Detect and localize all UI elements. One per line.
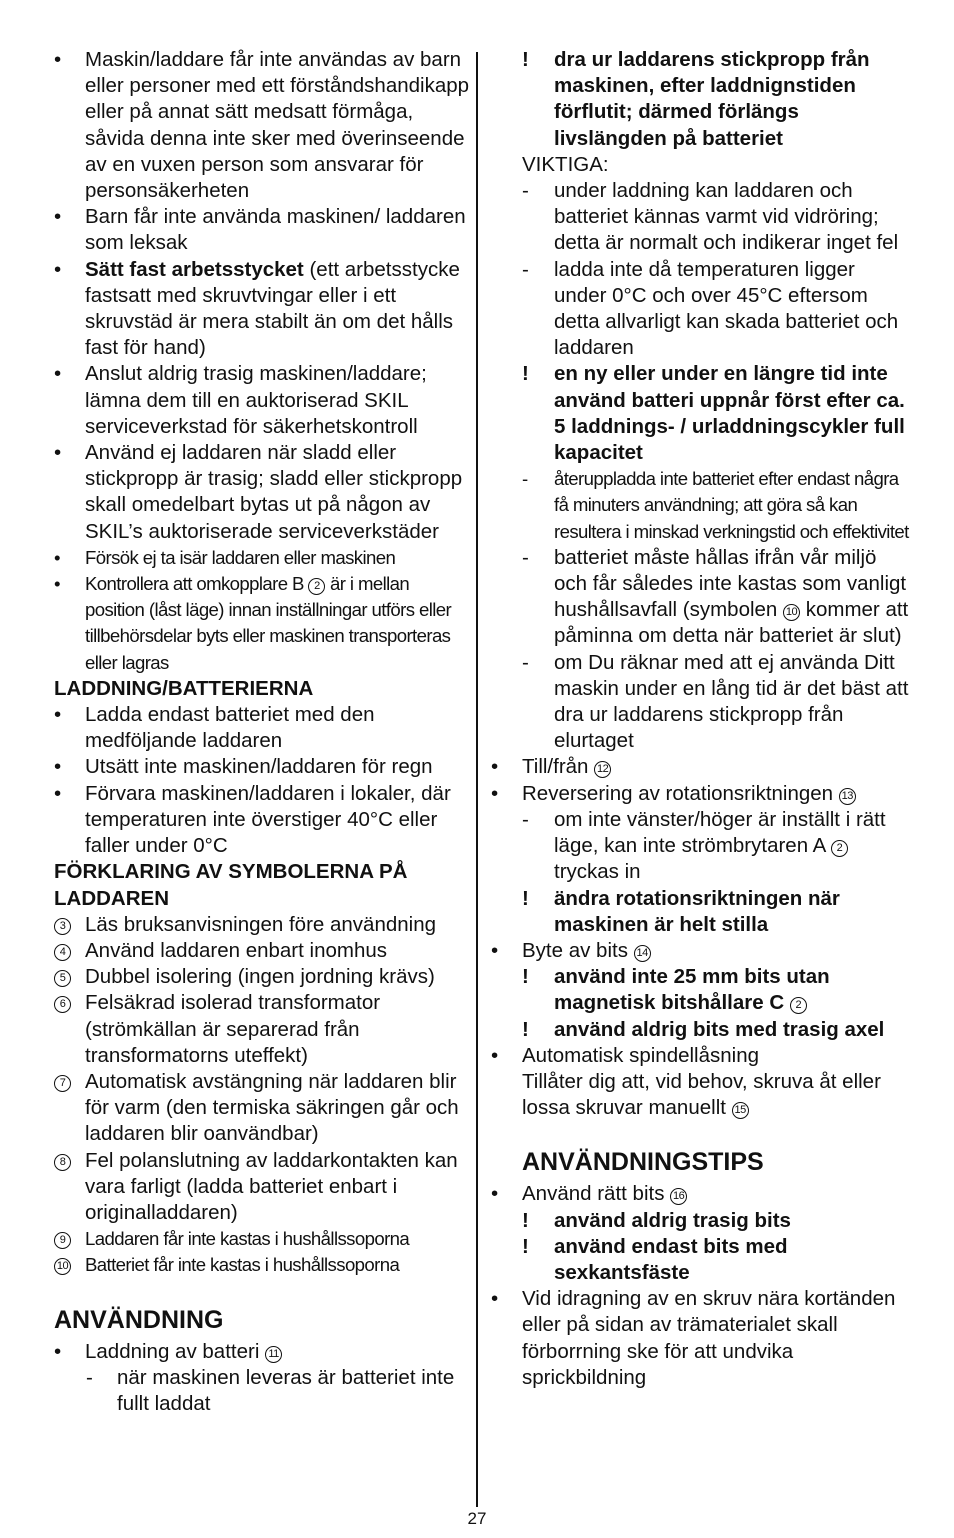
item-text-main: Läs bruksanvisningen före användning: [85, 912, 437, 936]
item-text-tail: kommer att påminna om detta när batteriet är slut): [554, 598, 909, 648]
circled-number: 10: [54, 1258, 71, 1275]
item-text: [85, 1070, 459, 1145]
item-text: [554, 808, 886, 883]
circled-reference: 14: [634, 945, 651, 962]
item-text-main: om Du räknar med att ej använda Ditt maskin under en lång tid är det bäst att dra ur laddarens stickpropp från elurtaget: [554, 650, 909, 753]
item-text: [85, 573, 451, 673]
bullet-marker: •: [54, 362, 62, 386]
bullet-item: [491, 938, 912, 964]
symbol-item: [54, 1069, 470, 1148]
item-text: [85, 939, 387, 962]
left-column: [54, 47, 470, 1417]
dash-marker: -: [522, 468, 528, 490]
item-text-main: ANVÄNDNINGSTIPS: [522, 1148, 764, 1177]
circled-reference: 2: [308, 578, 325, 595]
circled-reference: 2: [831, 840, 848, 857]
item-text-main: när maskinen leveras är batteriet inte fullt laddat: [117, 1365, 455, 1415]
bullet-item: [54, 204, 470, 256]
warning-marker: !: [522, 1234, 529, 1258]
bullet-marker: •: [54, 546, 60, 568]
dash-item: [522, 807, 912, 886]
item-text-main: FÖRKLARING AV SYMBOLERNA PÅ LADDAREN: [54, 860, 408, 910]
item-text-main: Använd rätt bits: [522, 1182, 671, 1206]
item-text: [85, 441, 462, 543]
item-text-main: batteriet måste hållas ifrån vår miljö och får således inte kastas som vanligt hushållsavfall (symbolen: [554, 545, 907, 622]
item-text: [85, 1228, 409, 1249]
column-divider: [476, 52, 478, 1507]
item-text: [85, 1149, 458, 1224]
circled-reference: 10: [783, 604, 800, 621]
item-text: [522, 1044, 759, 1067]
item-text-main: Byte av bits: [522, 938, 634, 962]
warning-marker: !: [522, 1017, 529, 1041]
item-text: [522, 1070, 881, 1119]
item-text-main: ladda inte då temperaturen ligger under 0°C och over 45°C eftersom detta allvarligt kan skada batteriet och laddaren: [554, 257, 899, 360]
circled-number: 6: [54, 996, 71, 1013]
warning-item: [522, 361, 912, 466]
item-text: [54, 860, 407, 909]
bullet-item: [491, 781, 912, 807]
item-text: [554, 48, 870, 150]
bullet-item: [54, 361, 470, 440]
item-text: [554, 179, 898, 254]
bullet-marker: •: [54, 441, 62, 465]
bullet-item: [54, 545, 470, 571]
item-text-main: Tillåter dig att, vid behov, skruva åt eller lossa skruvar manuellt: [522, 1069, 881, 1120]
item-text: [522, 1148, 764, 1176]
item-text: [554, 651, 908, 753]
bullet-item: [491, 754, 912, 780]
item-text-main: Dubbel isolering (ingen jordning krävs): [85, 965, 435, 989]
item-text-main: använd endast bits med sexkantsfäste: [554, 1234, 788, 1284]
item-text: [54, 677, 313, 700]
warning-item: [522, 1208, 912, 1234]
item-text-main: Maskin/laddare får inte användas av barn eller personer med ett förståndshandikapp eller på annat sätt medsatt förmåga, såvida denna inte sker med överinseende av en vuxen person som ansvarar för personsäkerheten: [85, 48, 470, 203]
item-text-main: Barn får inte använda maskinen/ laddaren som leksak: [85, 205, 466, 255]
item-text: [85, 205, 466, 254]
warning-item: [522, 886, 912, 938]
item-text-main: VIKTIGA:: [522, 152, 609, 176]
bullet-marker: •: [54, 257, 62, 281]
bullet-marker: •: [491, 1287, 499, 1311]
bullet-marker: •: [54, 48, 62, 71]
item-text: [85, 991, 380, 1066]
dash-item: [54, 1365, 470, 1417]
item-text-main: Felsäkrad isolerad transformator (strömkällan är separerad från transformatorns uteffekt): [85, 991, 381, 1067]
item-text: [85, 1254, 399, 1275]
section-subheading: [54, 676, 470, 702]
item-text: [85, 1340, 282, 1363]
item-text-main: Vid idragning av en skruv nära kortänden eller på sidan av trämaterialet skall förborrning ske för att undvika sprickbildning: [522, 1287, 896, 1389]
bullet-item: [54, 257, 470, 362]
section-subheading: [54, 859, 470, 911]
page-number: 27: [467, 1509, 487, 1528]
item-text: [85, 258, 460, 360]
item-text-tail: tryckas in: [554, 860, 641, 884]
item-text: [85, 913, 436, 936]
warning-marker: !: [522, 886, 529, 910]
item-text-main: använd aldrig bits med trasig axel: [554, 1017, 885, 1041]
item-text-main: (ett arbetsstycke fastsatt med skruvtvingar eller i ett skruvstäd är mera stabilt än om det hålls fast för hand): [85, 257, 460, 360]
bullet-item: [54, 440, 470, 545]
item-text-main: en ny eller under en längre tid inte använd batteri uppnår först efter ca. 5 laddnings- / urladdningscykler full kapacitet: [554, 362, 905, 465]
item-text-main: Ladda endast batteriet med den medföljande laddaren: [85, 703, 375, 753]
dash-marker: -: [522, 807, 529, 831]
item-text: [554, 362, 905, 464]
symbol-item: [54, 1148, 470, 1227]
bullet-marker: •: [54, 703, 62, 727]
bullet-marker: •: [54, 573, 60, 595]
item-text: [522, 1287, 895, 1389]
dash-marker: -: [522, 179, 529, 203]
symbol-number-marker: [54, 1226, 71, 1252]
item-text: [117, 1366, 454, 1415]
bullet-marker: •: [491, 781, 499, 805]
item-text: [554, 546, 908, 648]
item-text-main: Förvara maskinen/laddaren i lokaler, där temperaturen inte överstiger 40°C eller faller under 0°C: [85, 781, 451, 858]
bullet-item: [54, 702, 470, 754]
dash-marker: -: [86, 1365, 93, 1389]
item-text: [522, 153, 609, 176]
warning-item: [522, 47, 912, 152]
circled-reference: 2: [790, 997, 807, 1014]
symbol-number-marker: [54, 938, 71, 964]
item-text-main: LADDNING/BATTERIERNA: [54, 676, 314, 700]
bullet-item: [491, 1043, 912, 1069]
bold-lead: Sätt fast arbetsstycket: [85, 257, 304, 281]
item-text-main: Laddning av batteri: [85, 1339, 266, 1363]
item-text: [522, 782, 856, 805]
bullet-item: [54, 754, 470, 780]
item-text: [522, 755, 611, 778]
bullet-item: [54, 47, 470, 204]
symbol-number-marker: [54, 1069, 71, 1095]
bullet-item: [491, 1181, 912, 1207]
item-text-main: under laddning kan laddaren och batteriet kännas varmt vid vidröring; detta är normalt och indikerar inget fel: [554, 179, 899, 255]
bullet-marker: •: [54, 781, 62, 805]
item-text: [85, 965, 435, 988]
symbol-number-marker: [54, 964, 71, 990]
dash-marker: -: [522, 545, 529, 569]
item-text-main: Automatisk spindellåsning: [522, 1043, 760, 1067]
right-column: [491, 47, 912, 1391]
text-line: [522, 152, 912, 178]
dash-item: [522, 650, 912, 755]
item-text-tail: är i mellan position (låst läge) innan inställningar utförs eller tillbehörsdelar byts eller maskinen transporteras eller lagras: [85, 573, 452, 673]
item-text: [554, 1018, 884, 1041]
warning-item: [522, 964, 912, 1016]
item-text-main: Till/från: [522, 755, 595, 779]
item-text: [522, 1182, 687, 1205]
item-text-main: Använd ej laddaren när sladd eller stickpropp är trasig; sladd eller stickpropp skall omedelbart bytas ut på någon av SKIL’s auktoriserade serviceverkstäder: [85, 441, 463, 543]
item-text: [554, 887, 840, 936]
symbol-item: [54, 912, 470, 938]
dash-item: [522, 178, 912, 257]
bullet-item: [54, 1339, 470, 1365]
item-text-main: om inte vänster/höger är inställt i rätt läge, kan inte strömbrytaren A: [554, 807, 886, 858]
bullet-item: [54, 571, 470, 676]
circled-number: 4: [54, 944, 71, 961]
dash-item: [522, 257, 912, 362]
bullet-marker: •: [54, 755, 62, 779]
circled-reference: 12: [594, 761, 611, 778]
item-text: [554, 1209, 791, 1232]
item-text: [554, 965, 830, 1014]
section-heading: [522, 1147, 912, 1177]
symbol-item: [54, 990, 470, 1069]
item-text: [554, 468, 909, 541]
item-text-main: Använd laddaren enbart inomhus: [85, 938, 388, 962]
item-text-main: återuppladda inte batteriet efter endast några få minuters användning; att göra så kan resultera i minskad verkningstid och effektivitet: [554, 468, 909, 542]
item-text-main: Fel polanslutning av laddarkontakten kan vara farligt (ladda batteriet enbart i originalladdaren): [85, 1148, 458, 1224]
item-text-main: Försök ej ta isär laddaren eller maskinen: [85, 546, 396, 568]
bullet-item: [491, 1286, 912, 1391]
symbol-number-marker: [54, 1252, 71, 1278]
symbol-item: [54, 964, 470, 990]
circled-number: 8: [54, 1154, 71, 1171]
item-text: [522, 939, 651, 962]
text-line: [522, 1069, 912, 1121]
bullet-marker: •: [54, 205, 62, 229]
circled-reference: 13: [839, 788, 856, 805]
bullet-item: [54, 781, 470, 860]
circled-number: 5: [54, 970, 71, 987]
item-text: [85, 547, 395, 568]
warning-marker: !: [522, 48, 529, 71]
item-text-main: Utsätt inte maskinen/laddaren för regn: [85, 755, 433, 779]
item-text: [85, 48, 469, 202]
warning-item: [522, 1017, 912, 1043]
symbol-number-marker: [54, 912, 71, 938]
bullet-marker: •: [491, 755, 499, 779]
item-text-main: Kontrollera att omkopplare B: [85, 573, 309, 595]
item-text-main: dra ur laddarens stickpropp från maskinen, efter laddnignstiden förflutit; därmed förlängs livslängden på batteriet: [554, 48, 870, 150]
bullet-marker: •: [491, 938, 499, 962]
item-text-main: Anslut aldrig trasig maskinen/laddare; lämna dem till en auktoriserad SKIL serviceverkstad för säkerhetskontroll: [85, 362, 427, 438]
item-text-main: ANVÄNDNING: [54, 1305, 224, 1334]
item-text: [54, 1306, 223, 1334]
symbol-item: [54, 1226, 470, 1252]
warning-marker: !: [522, 965, 529, 989]
item-text: [85, 755, 433, 778]
item-text-main: Batteriet får inte kastas i hushållssoporna: [85, 1254, 400, 1276]
bullet-marker: •: [491, 1043, 499, 1067]
circled-number: 9: [54, 1232, 71, 1249]
bullet-marker: •: [491, 1182, 499, 1206]
dash-item: [522, 466, 912, 545]
circled-reference: 16: [670, 1188, 687, 1205]
bullet-marker: •: [54, 1339, 62, 1363]
circled-reference: 11: [265, 1346, 282, 1363]
dash-item: [522, 545, 912, 650]
dash-marker: -: [522, 257, 529, 281]
item-text-main: ändra rotationsriktningen när maskinen är helt stilla: [554, 886, 840, 936]
item-text-main: Reversering av rotationsriktningen: [522, 781, 839, 805]
circled-number: 3: [54, 918, 71, 935]
symbol-number-marker: [54, 1148, 71, 1174]
item-text-main: Automatisk avstängning när laddaren blir för varm (den termiska säkringen går och laddaren blir oanvändbar): [85, 1069, 459, 1146]
item-text-main: Laddaren får inte kastas i hushållssoporna: [85, 1228, 410, 1250]
item-text: [554, 258, 898, 360]
symbol-number-marker: [54, 990, 71, 1016]
item-text: [85, 362, 427, 437]
item-text: [85, 703, 375, 752]
dash-marker: -: [522, 650, 529, 674]
item-text: [85, 782, 451, 857]
symbol-item: [54, 1252, 470, 1278]
circled-number: 7: [54, 1075, 71, 1092]
symbol-item: [54, 938, 470, 964]
item-text-main: använd inte 25 mm bits utan magnetisk bitshållare C: [554, 965, 830, 1015]
warning-marker: !: [522, 1208, 529, 1232]
item-text-main: använd aldrig trasig bits: [554, 1208, 791, 1232]
circled-reference: 15: [732, 1102, 749, 1119]
warning-marker: !: [522, 362, 529, 386]
section-heading: [54, 1305, 470, 1335]
warning-item: [522, 1234, 912, 1286]
item-text: [554, 1235, 788, 1284]
